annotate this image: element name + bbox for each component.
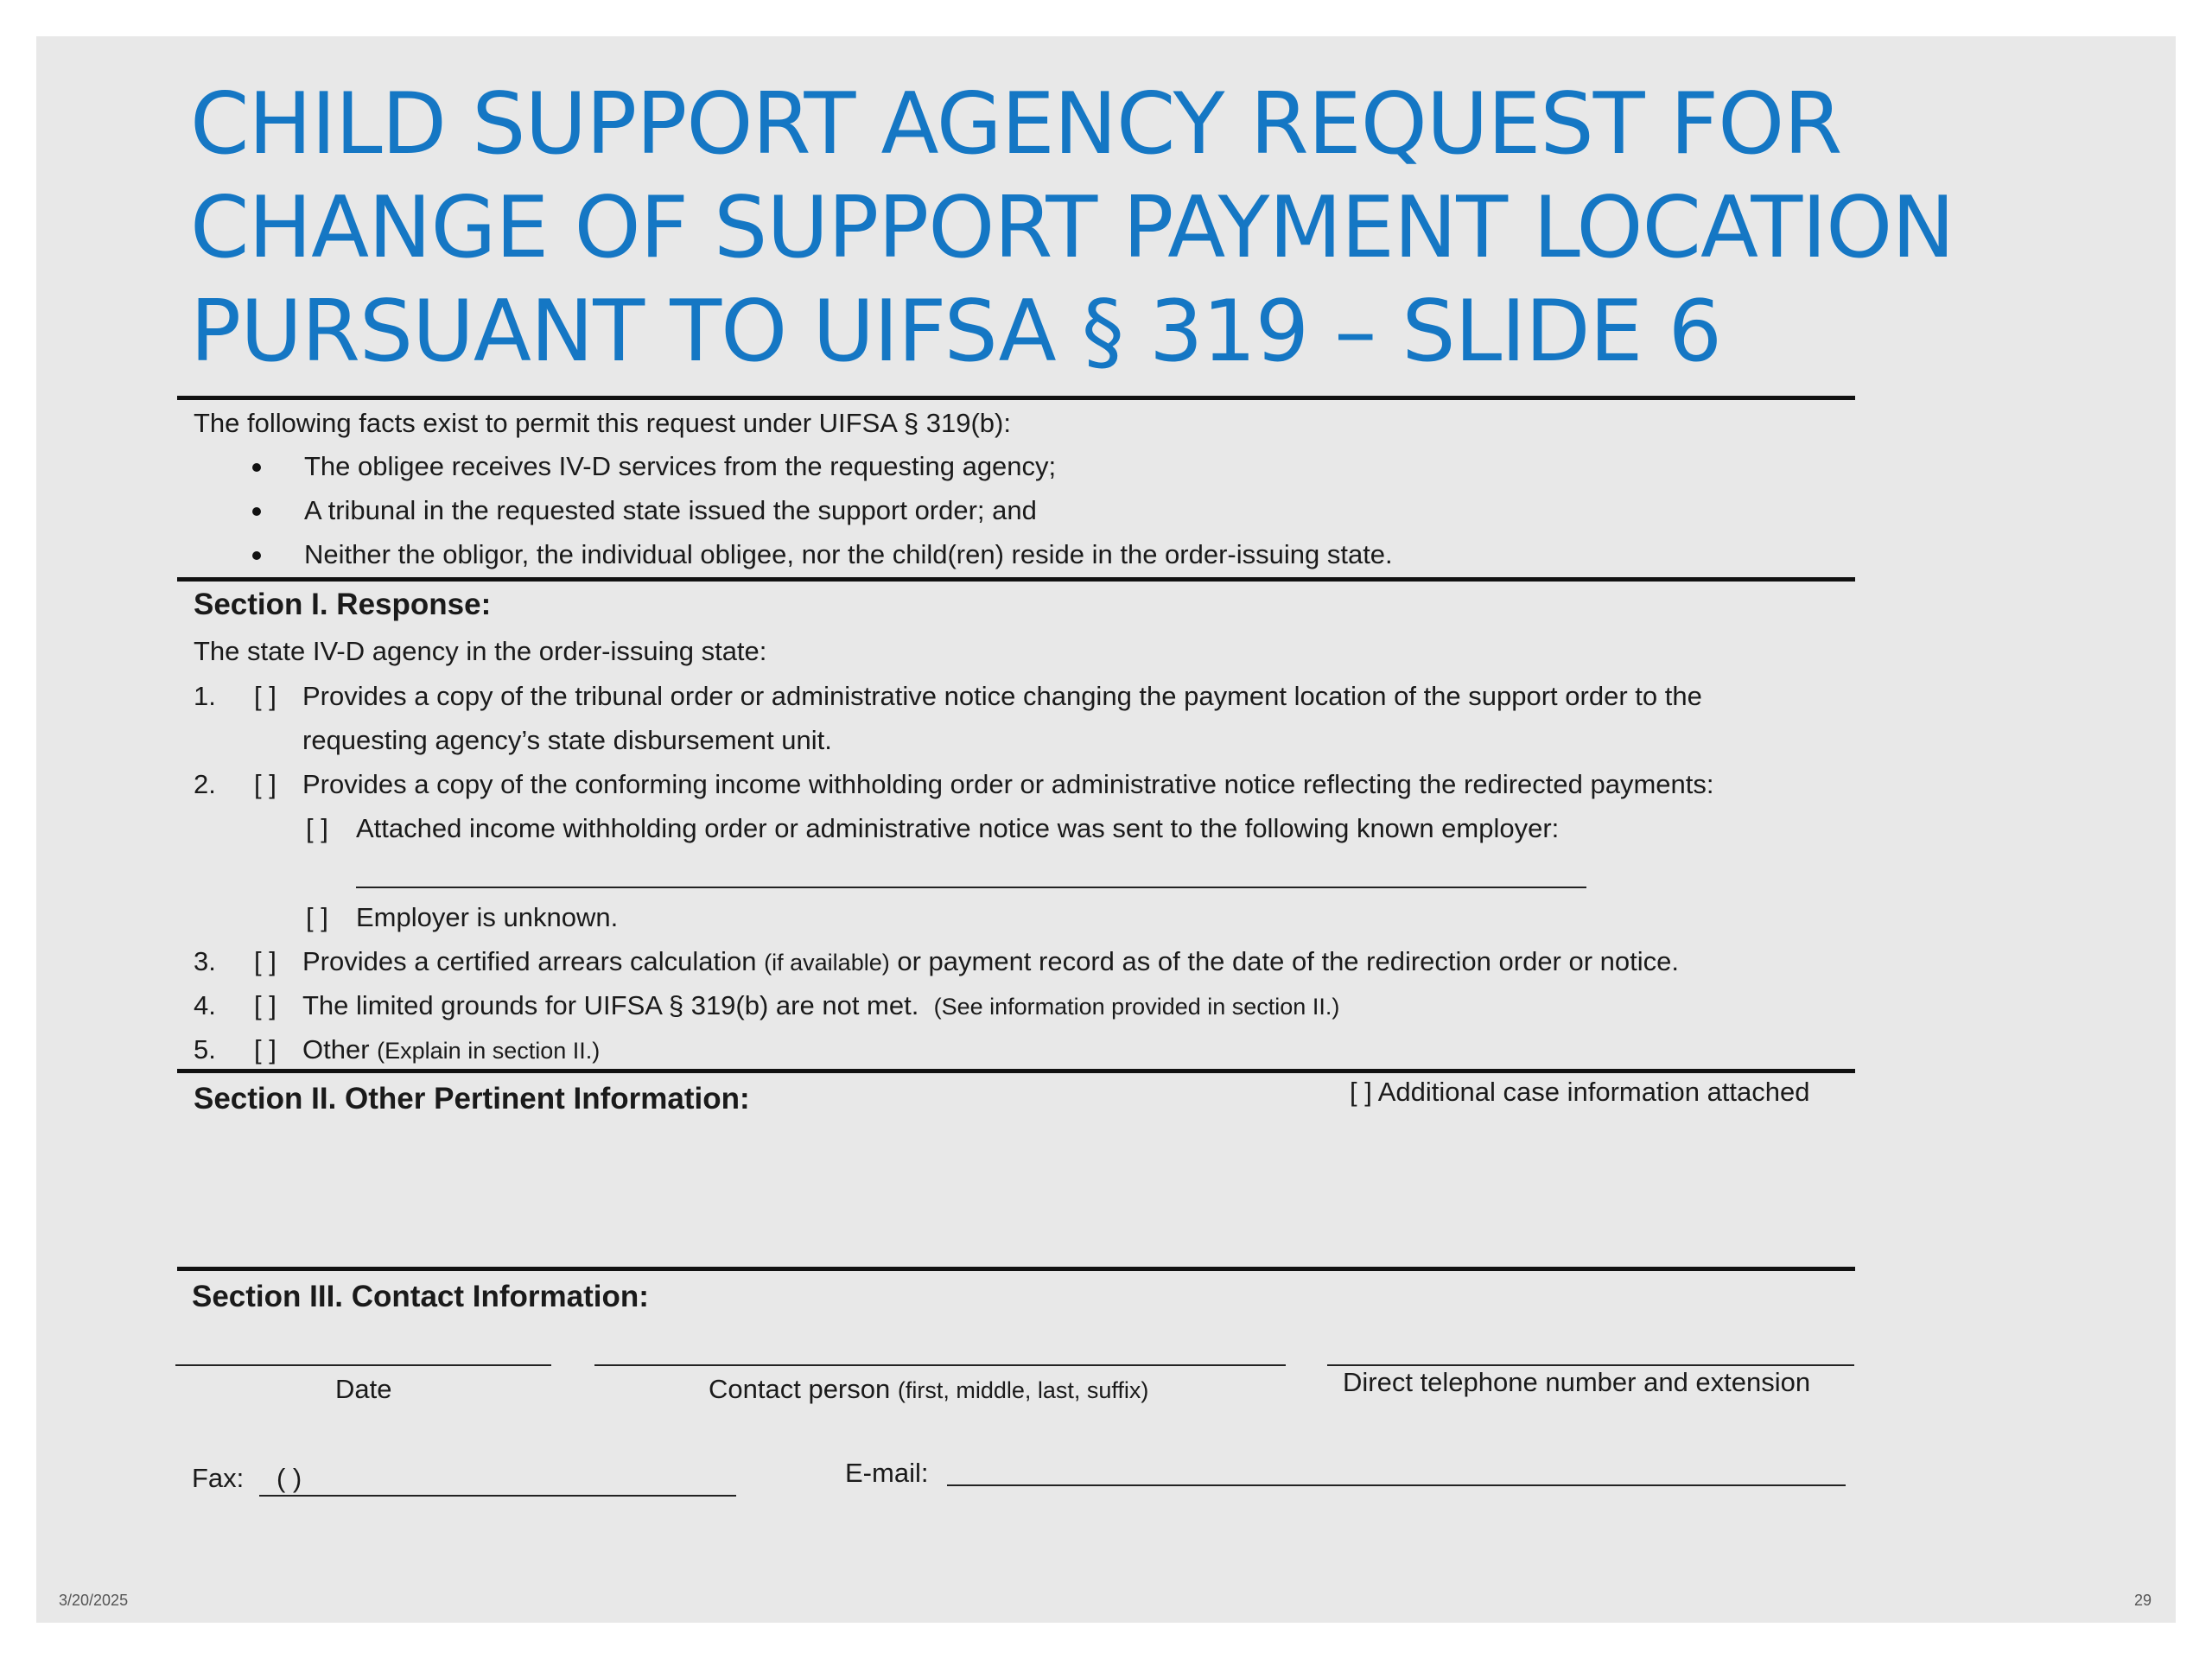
fact-item: The obligee receives IV-D services from the requesting agency; — [304, 451, 1057, 481]
fact-item: A tribunal in the requested state issued the support order; and — [304, 495, 1037, 525]
checkbox-item-5[interactable]: [ ] — [254, 1034, 276, 1065]
contact-person-label: Contact person (first, middle, last, suffix) — [709, 1374, 1149, 1404]
slide-title — [190, 73, 2091, 384]
fax-area-code: ( ) — [276, 1463, 302, 1493]
section1-intro: The state IV-D agency in the order-issuing state: — [194, 636, 767, 666]
bullet-icon — [252, 463, 261, 472]
additional-info-checkbox[interactable]: [ ] Additional case information attached — [1350, 1077, 1810, 1107]
checkbox-employer-known[interactable]: [ ] — [306, 813, 328, 843]
employer-unknown-text: Employer is unknown. — [356, 902, 619, 932]
fax-label: Fax: — [192, 1463, 245, 1493]
section3-heading: Section III. Contact Information: — [192, 1280, 649, 1313]
date-label: Date — [335, 1374, 392, 1404]
item-number: 2. — [194, 769, 216, 799]
item-1-text: Provides a copy of the tribunal order or administrative notice changing the payment location of the support order to the — [302, 681, 1702, 711]
date-field[interactable] — [175, 1364, 551, 1366]
email-field[interactable] — [947, 1484, 1846, 1486]
footer-date: 3/20/2025 — [59, 1592, 129, 1609]
employer-name-field[interactable] — [356, 887, 1586, 888]
telephone-label: Direct telephone number and extension — [1343, 1367, 1811, 1397]
title-line-3: PURSUANT TO UIFSA § 319 – SLIDE 6 — [190, 283, 1721, 381]
checkbox-employer-unknown[interactable]: [ ] — [306, 902, 328, 932]
checkbox-item-3[interactable]: [ ] — [254, 946, 276, 976]
item-number: 4. — [194, 990, 216, 1020]
item-1-text-cont: requesting agency’s state disbursement unit. — [302, 725, 832, 755]
bullet-icon — [252, 507, 261, 516]
checkbox-item-1[interactable]: [ ] — [254, 681, 276, 711]
divider — [177, 577, 1855, 582]
item-5-text: Other (Explain in section II.) — [302, 1034, 601, 1065]
item-4-text: The limited grounds for UIFSA § 319(b) are not met. (See information provided in section II.) — [302, 990, 1340, 1020]
item-2-text: Provides a copy of the conforming income withholding order or administrative notice reflecting the redirected payments: — [302, 769, 1714, 799]
fact-item: Neither the obligor, the individual obligee, nor the child(ren) reside in the order-issuing state. — [304, 539, 1393, 569]
facts-intro: The following facts exist to permit this request under UIFSA § 319(b): — [194, 408, 1011, 438]
section1-heading: Section I. Response: — [194, 588, 492, 621]
email-label: E-mail: — [845, 1458, 929, 1488]
checkbox-item-4[interactable]: [ ] — [254, 990, 276, 1020]
title-line-1: CHILD SUPPORT AGENCY REQUEST FOR — [190, 75, 1842, 174]
divider — [177, 1267, 1855, 1271]
divider — [177, 396, 1855, 400]
divider — [177, 1069, 1855, 1073]
bullet-icon — [252, 551, 261, 560]
page-number: 29 — [2134, 1592, 2152, 1609]
title-line-2: CHANGE OF SUPPORT PAYMENT LOCATION — [190, 179, 1955, 277]
fax-field[interactable] — [259, 1495, 736, 1497]
section2-heading: Section II. Other Pertinent Information: — [194, 1082, 750, 1116]
checkbox-item-2[interactable]: [ ] — [254, 769, 276, 799]
item-number: 5. — [194, 1034, 216, 1065]
contact-person-field[interactable] — [594, 1364, 1286, 1366]
item-3-text: Provides a certified arrears calculation (if available) or payment record as of the date of the redirection order or notice. — [302, 946, 1680, 976]
item-number: 1. — [194, 681, 216, 711]
item-number: 3. — [194, 946, 216, 976]
employer-known-text: Attached income withholding order or administrative notice was sent to the following known employer: — [356, 813, 1560, 843]
